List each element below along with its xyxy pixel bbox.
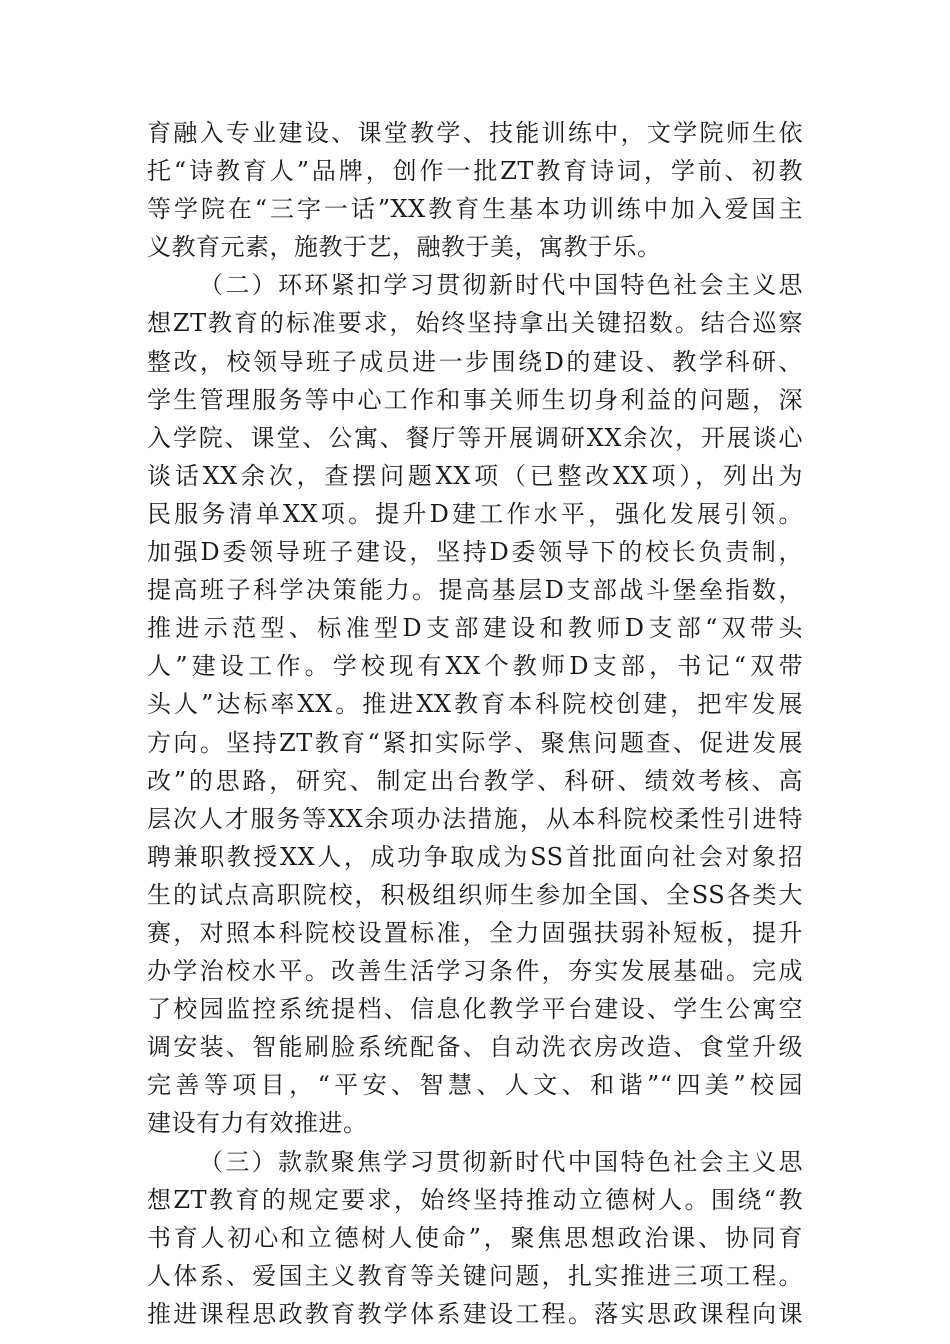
text-line: 想ZT教育的标准要求，始终坚持拿出关键招数。结合巡察 [147,309,803,338]
text-line: 人”建设工作。学校现有XX个教师D支部，书记“双带 [147,652,803,681]
text-line: 完善等项目，“平安、智慧、人文、和谐”“四美”校园 [147,1071,803,1100]
paragraph-heading-line: （三）款款聚焦学习贯彻新时代中国特色社会主义思 [199,1147,803,1176]
text-line: 头人”达标率XX。推进XX教育本科院校创建，把牢发展 [147,690,803,719]
text-line: 整改，校领导班子成员进一步围绕D的建设、教学科研、 [147,347,803,376]
text-line: 层次人才服务等XX余项办法措施，从本科院校柔性引进特 [147,804,803,833]
document-body-text [147,114,803,1333]
text-line: 推进课程思政教育教学体系建设工程。落实思政课程向课 [147,1299,803,1328]
text-line: 生的试点高职院校，积极组织师生参加全国、全SS各类大 [147,880,803,909]
text-line: 加强D委领导班子建设，坚持D委领导下的校长负责制， [147,538,803,567]
text-line: 义教育元素，施教于艺，融教于美，寓教于乐。 [147,233,662,262]
text-line: 提高班子科学决策能力。提高基层D支部战斗堡垒指数， [147,576,803,605]
text-line: 办学治校水平。改善生活学习条件，夯实发展基础。完成 [147,957,803,986]
text-line: 了校园监控系统提档、信息化教学平台建设、学生公寓空 [147,995,803,1024]
text-line: 调安装、智能刷脸系统配备、自动洗衣房改造、食堂升级 [147,1033,803,1062]
text-line: 方向。坚持ZT教育“紧扣实际学、聚焦问题查、促进发展 [147,728,803,757]
text-line: 建设有力有效推进。 [147,1109,368,1138]
paragraph-heading-line: （二）环环紧扣学习贯彻新时代中国特色社会主义思 [199,271,803,300]
text-line: 改”的思路，研究、制定出台教学、科研、绩效考核、高 [147,766,803,795]
text-line: 想ZT教育的规定要求，始终坚持推动立德树人。围绕“教 [147,1185,803,1214]
text-line: 入学院、课堂、公寓、餐厅等开展调研XX余次，开展谈心 [147,423,803,452]
text-line: 民服务清单XX项。提升D建工作水平，强化发展引领。 [147,499,803,528]
text-line: 推进示范型、标准型D支部建设和教师D支部“双带头 [147,614,803,643]
text-line: 托“诗教育人”品牌，创作一批ZT教育诗词，学前、初教 [147,157,803,186]
text-line: 育融入专业建设、课堂教学、技能训练中，文学院师生依 [147,119,803,147]
text-line: 赛，对照本科院校设置标准，全力固强扶弱补短板，提升 [147,918,803,947]
text-line: 等学院在“三字一话”XX教育生基本功训练中加入爱国主 [147,195,803,224]
text-line: 谈话XX余次，查摆问题XX项（已整改XX项），列出为 [147,461,803,490]
text-line: 聘兼职教授XX人，成功争取成为SS首批面向社会对象招 [147,842,803,871]
text-line: 人体系、爱国主义教育等关键问题，扎实推进三项工程。 [147,1261,803,1290]
text-line: 学生管理服务等中心工作和事关师生切身利益的问题，深 [147,385,803,414]
text-line: 书育人初心和立德树人使命”，聚焦思想政治课、协同育 [147,1223,803,1252]
